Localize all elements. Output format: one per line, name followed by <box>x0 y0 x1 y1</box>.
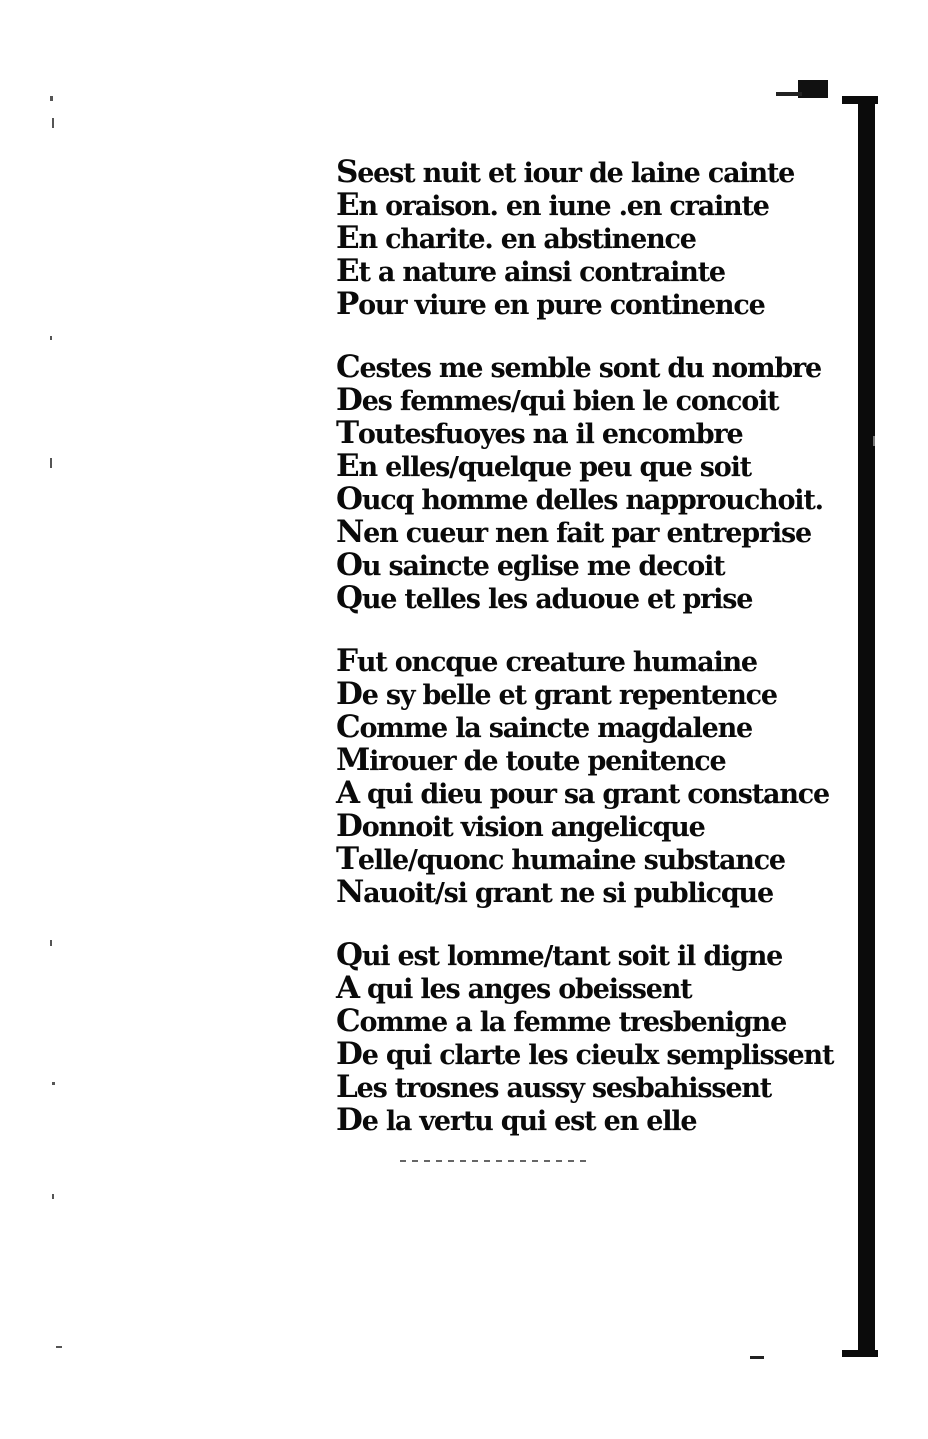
margin-speck <box>50 940 52 946</box>
verse-text: u saincte eglise me decoit <box>361 551 725 582</box>
verse-line <box>336 972 806 1005</box>
verse-text: omme a la femme tresbenigne <box>359 1007 787 1038</box>
verse-text: onnoit vision angelicque <box>361 812 705 843</box>
verse-line <box>336 582 806 615</box>
verse-initial: C <box>336 1003 360 1039</box>
bottom-edge-mark <box>750 1356 764 1359</box>
verse-line <box>336 349 822 385</box>
verse-initial: T <box>336 415 358 451</box>
verse-text: es femmes/qui bien le concoit <box>361 386 779 417</box>
verse-line <box>336 744 806 777</box>
margin-speck <box>50 96 53 101</box>
verse-initial: A <box>336 970 359 1006</box>
binding-edge-bottom <box>842 1350 878 1357</box>
stanza-1 <box>336 156 806 321</box>
verse-initial: L <box>336 1069 357 1105</box>
margin-speck <box>52 1082 55 1085</box>
verse-line <box>336 1071 806 1104</box>
verse-initial: D <box>336 808 362 844</box>
stanza-4 <box>336 937 834 1138</box>
verse-initial: E <box>336 187 359 223</box>
verse-line <box>336 939 806 972</box>
verse-initial: D <box>336 382 362 418</box>
verse-text: ue telles les aduoue et prise <box>361 584 753 615</box>
verse-line <box>336 156 806 189</box>
verse-line <box>336 417 806 450</box>
verse-text: estes me semble sont du nombre <box>359 353 822 384</box>
poem-text <box>336 154 834 1167</box>
verse-line <box>336 645 806 678</box>
verse-initial: Q <box>336 937 362 973</box>
stanza-2 <box>336 349 823 616</box>
verse-initial: C <box>336 349 360 385</box>
margin-speck <box>50 336 52 340</box>
verse-initial: E <box>336 220 359 256</box>
margin-speck <box>50 458 52 468</box>
page-binding-edge <box>858 100 875 1355</box>
verse-initial: N <box>336 874 364 910</box>
verse-line <box>336 843 806 876</box>
verse-initial: F <box>336 643 357 679</box>
verse-text: ucq homme delles napprouchoit. <box>361 485 823 516</box>
verse-line <box>336 222 806 255</box>
verse-initial: C <box>336 709 360 745</box>
verse-initial: D <box>336 1036 362 1072</box>
verse-initial: E <box>336 253 359 289</box>
verse-initial: O <box>336 547 362 583</box>
verse-text: outesfuoyes na il encombre <box>357 419 743 450</box>
verse-text: eest nuit et iour de laine cainte <box>357 158 795 189</box>
margin-speck <box>52 1194 54 1199</box>
verse-text: ut oncque creature humaine <box>356 647 757 678</box>
verse-text: en cueur nen fait par entreprise <box>363 518 811 549</box>
verse-line <box>336 810 806 843</box>
verse-text: n elles/quelque peu que soit <box>358 452 751 483</box>
verse-line <box>336 711 806 744</box>
verse-text: omme la saincte magdalene <box>359 713 752 744</box>
verse-initial: T <box>336 841 358 877</box>
verse-line <box>336 1036 834 1072</box>
verse-initial: D <box>336 1102 362 1138</box>
verse-text: irouer de toute penitence <box>369 746 726 777</box>
verse-line <box>336 514 811 550</box>
verse-line <box>336 549 806 582</box>
verse-text: n oraison. en iune .en crainte <box>358 191 769 222</box>
verse-text: auoit/si grant ne si publicque <box>363 878 773 909</box>
verse-initial: A <box>336 775 359 811</box>
verse-text: e la vertu qui est en elle <box>361 1106 697 1137</box>
margin-speck <box>56 1346 62 1348</box>
verse-line <box>336 288 806 321</box>
verse-initial: P <box>336 286 359 322</box>
faded-print-trace <box>400 1160 590 1162</box>
verse-line <box>336 678 806 711</box>
verse-line <box>336 481 823 517</box>
top-edge-mark <box>776 92 802 96</box>
verse-line <box>336 1104 806 1137</box>
verse-text: elle/quonc humaine substance <box>357 845 785 876</box>
margin-speck <box>52 118 54 128</box>
verse-line <box>336 1005 806 1038</box>
verse-line <box>336 775 830 811</box>
top-edge-smudge <box>798 80 828 98</box>
verse-line <box>336 189 806 222</box>
verse-text: qui dieu pour sa grant constance <box>358 779 830 810</box>
verse-initial: S <box>336 154 358 190</box>
verse-text: n charite. en abstinence <box>358 224 696 255</box>
verse-text: t a nature ainsi contrainte <box>358 257 725 288</box>
verse-text: e qui clarte les cieulx semplissent <box>361 1040 834 1071</box>
verse-text: es trosnes aussy sesbahissent <box>356 1073 772 1104</box>
verse-initial: M <box>336 742 370 778</box>
verse-line <box>336 450 806 483</box>
verse-line <box>336 876 806 909</box>
verse-initial: O <box>336 481 362 517</box>
verse-initial: D <box>336 676 362 712</box>
verse-line <box>336 255 806 288</box>
verse-initial: N <box>336 514 364 550</box>
verse-initial: E <box>336 448 359 484</box>
verse-text: ui est lomme/tant soit il digne <box>361 941 783 972</box>
verse-text: our viure en pure continence <box>358 290 765 321</box>
stanza-3 <box>336 643 830 910</box>
margin-speck <box>873 436 875 446</box>
verse-text: e sy belle et grant repentence <box>361 680 777 711</box>
verse-initial: Q <box>336 580 362 616</box>
verse-text: qui les anges obeissent <box>358 974 692 1005</box>
verse-line <box>336 384 806 417</box>
